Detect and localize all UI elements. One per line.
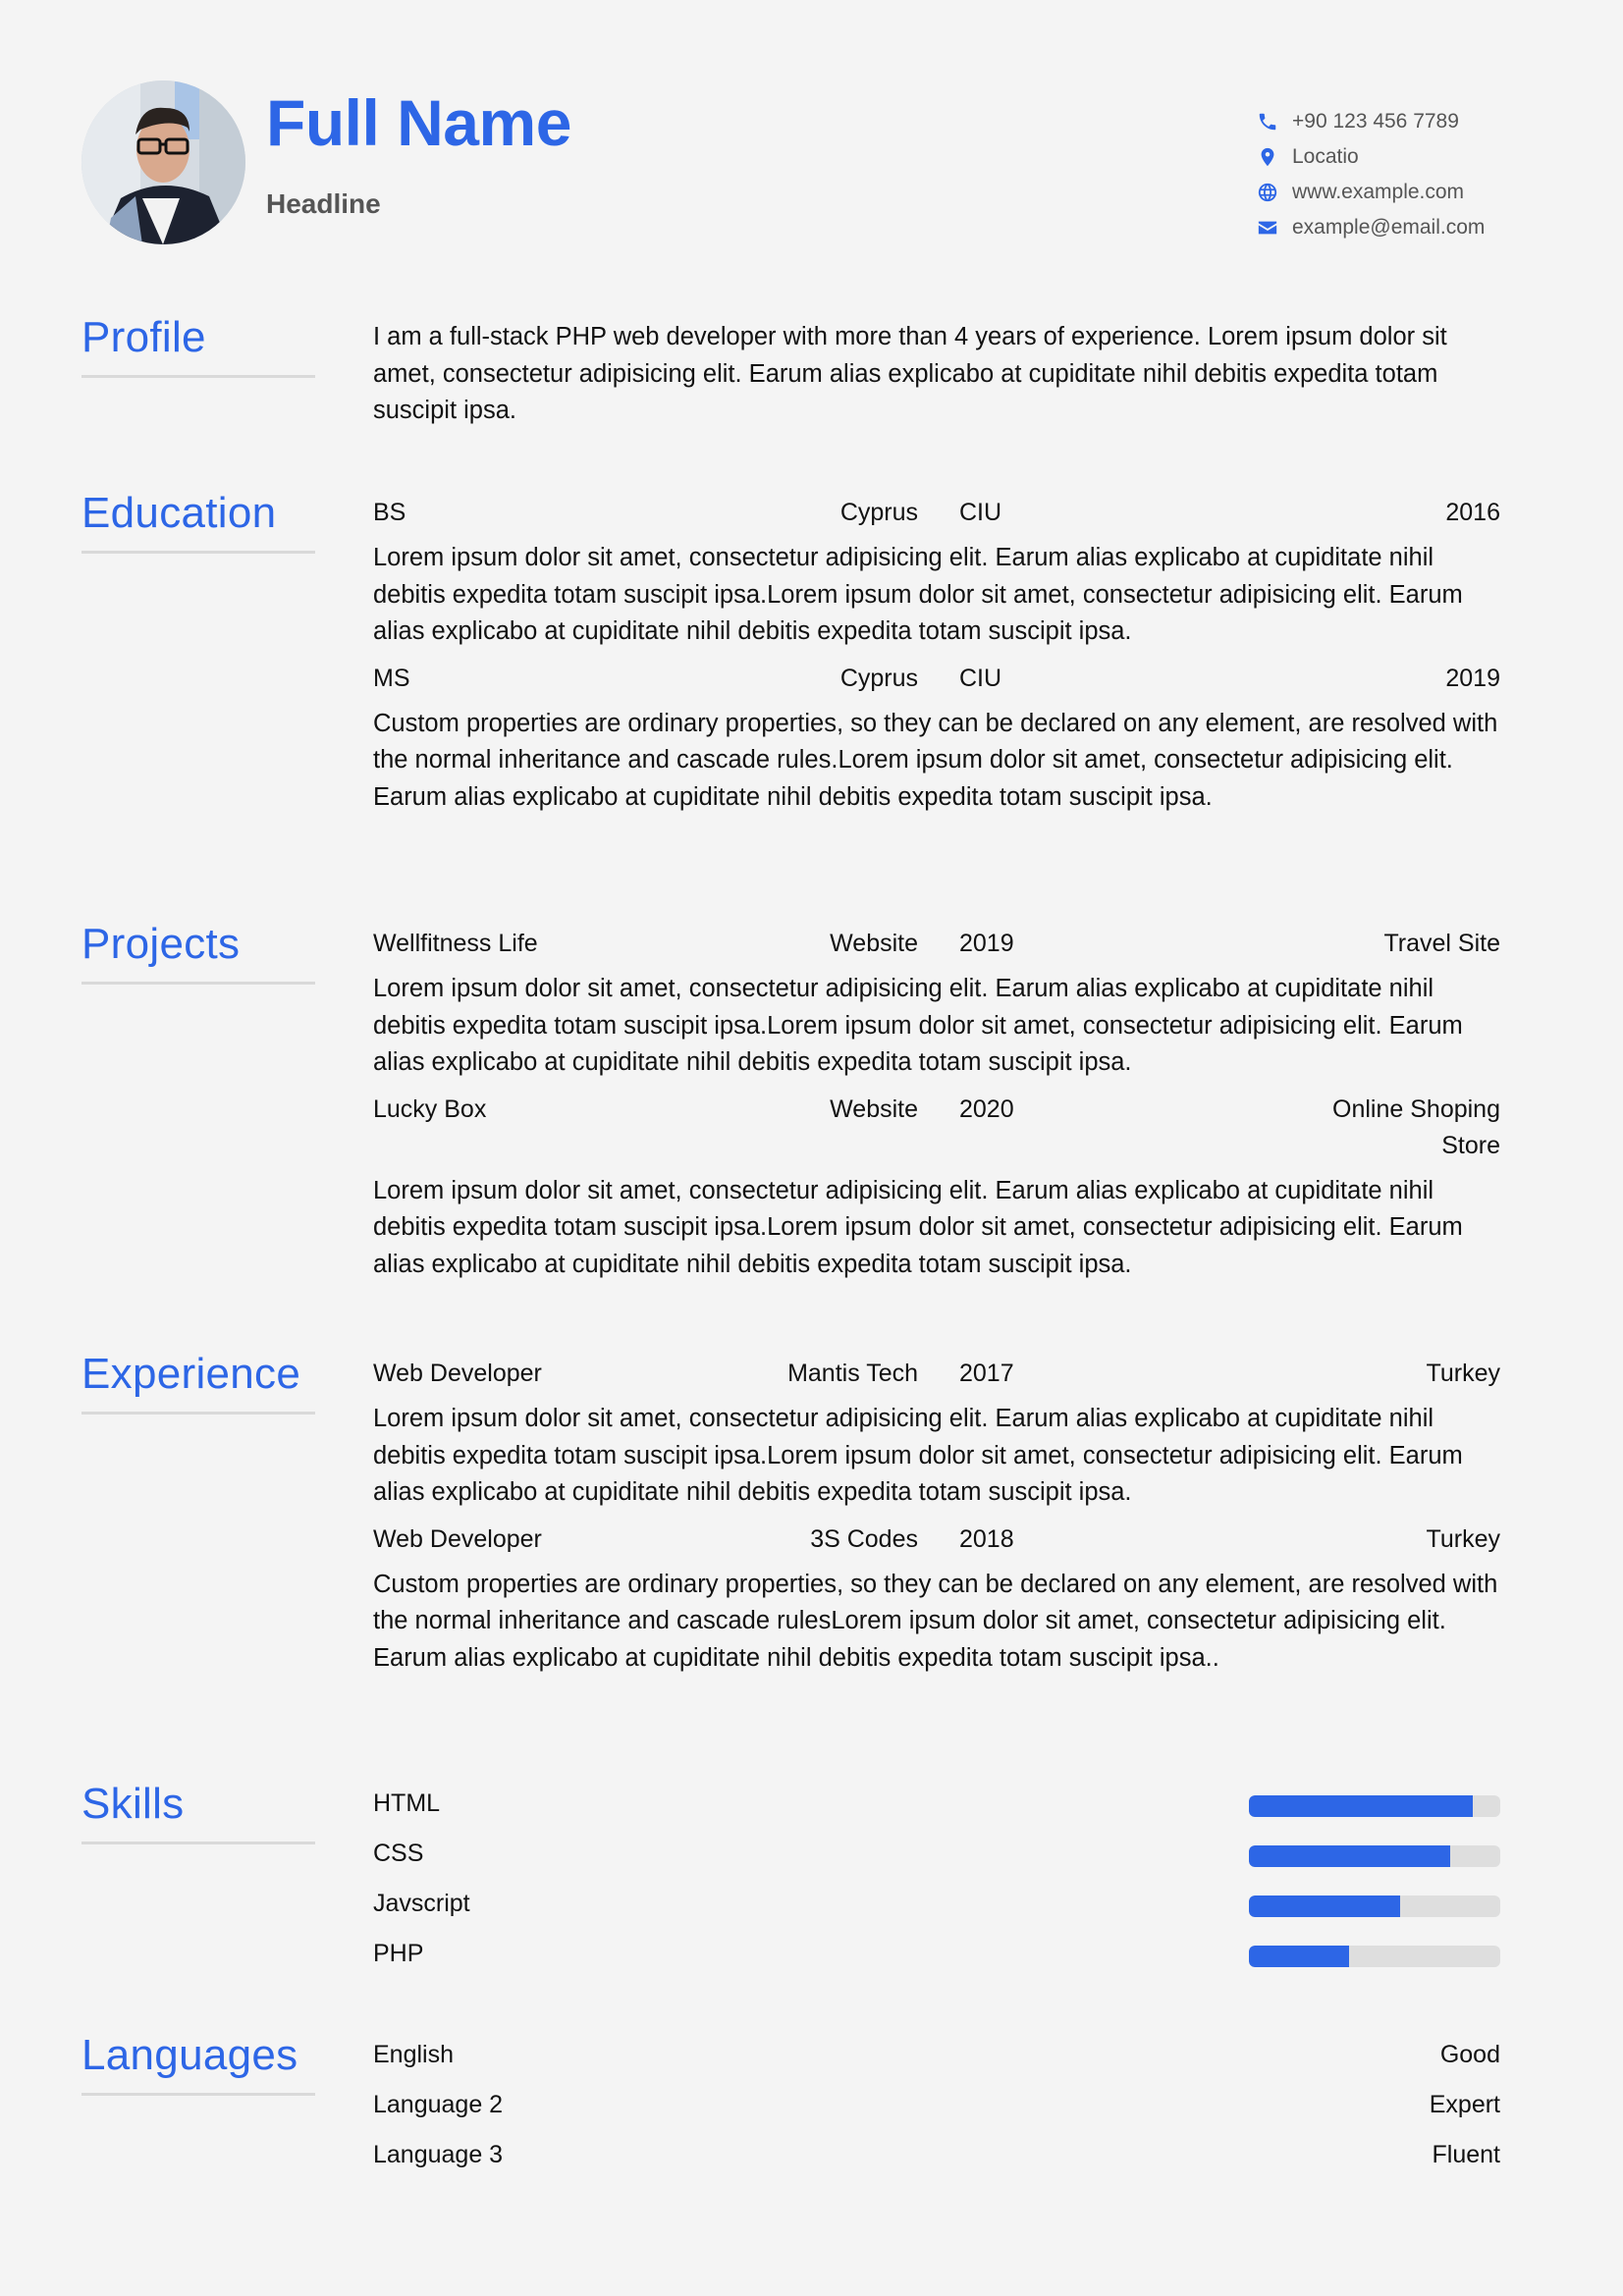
skill-item [373,1779,1500,1829]
experience-company: Mantis Tech [787,1360,918,1387]
education-entry [373,661,1500,817]
full-name: Full Name [266,86,571,159]
project-year: 2019 [959,930,1014,957]
skill-name: PHP [373,1940,424,1967]
entry-meta-right [959,1522,1500,1558]
entry-meta-right [959,1092,1500,1164]
entry-meta [373,1092,1500,1164]
language-item [373,2130,1500,2180]
skill-name: HTML [373,1789,441,1817]
contact-website[interactable] [1257,175,1542,210]
experience-description: Lorem ipsum dolor sit amet, consectetur adipisicing elit. Earum alias explicabo at cupiditate nihil debitis expedita totam suscipit ipsa.Lorem ipsum dolor sit amet, consectetur adipisicing elit. Earum alias explicabo at cupiditate nihil debitis expedita totam suscipit ipsa. [373,1405,1463,1506]
experience-entry [373,1522,1500,1678]
education-country: Cyprus [839,499,918,526]
language-item [373,2030,1500,2080]
skill-fill [1249,1896,1400,1917]
skill-fill [1249,1795,1473,1817]
language-level: Expert [1429,2091,1500,2118]
project-year: 2020 [959,1095,1014,1123]
entry-meta-right [959,1356,1500,1392]
resume-header [81,80,1542,247]
skill-bar [1249,1795,1500,1817]
skill-item [373,1829,1500,1879]
entry-meta-right [959,926,1500,962]
entry-meta [373,926,1500,962]
experience-year: 2018 [959,1524,1014,1553]
entry-meta [373,1356,1500,1392]
education-year: 2016 [1445,499,1500,526]
location-pin-icon [1257,146,1292,168]
skill-fill [1249,1946,1349,1967]
education-degree: BS [373,499,406,526]
experience-role: Web Developer [373,1360,542,1387]
section-body [373,1779,1500,1979]
experience-role: Web Developer [373,1524,542,1553]
section-heading [81,1777,315,1844]
section-body [373,1356,1500,1686]
language-name: English [373,2041,454,2068]
education-entry [373,495,1500,651]
project-type: Website [830,1095,918,1123]
contact-phone[interactable] [1257,104,1542,139]
contact-location [1257,139,1542,175]
section-heading [81,1347,315,1415]
education-description: Custom properties are ordinary properties, so they can be declared on any element, are resolved with the normal inheritance and cascade rules.Lorem ipsum dolor sit amet, consectetur adipisicing elit. Earum alias explicabo at cupiditate nihil debitis expedita totam suscipit ipsa. [373,709,1498,811]
entry-meta-right [959,661,1500,697]
envelope-icon [1257,217,1292,239]
skill-item [373,1879,1500,1929]
email-link[interactable]: example@email.com [1292,216,1486,239]
education-country: Cyprus [839,664,918,692]
divider [81,1842,315,1844]
phone-icon [1257,111,1292,133]
project-name: Wellfitness Life [373,930,538,957]
language-item [373,2080,1500,2130]
project-description: Lorem ipsum dolor sit amet, consectetur adipisicing elit. Earum alias explicabo at cupiditate nihil debitis expedita totam suscipit ipsa.Lorem ipsum dolor sit amet, consectetur adipisicing elit. Earum alias explicabo at cupiditate nihil debitis expedita totam suscipit ipsa. [373,975,1463,1076]
section-title: Education [81,489,277,537]
experience-description: Custom properties are ordinary properties, so they can be declared on any element, are resolved with the normal inheritance and cascade rulesLorem ipsum dolor sit amet, consectetur adipisicing elit. Earum alias explicabo at cupiditate nihil debitis expedita totam suscipit ipsa.. [373,1570,1498,1672]
entry-meta [373,1522,1500,1558]
project-category: Online Shoping Store [1332,1095,1500,1159]
section-title: Experience [81,1350,301,1398]
skill-name: CSS [373,1840,424,1867]
section-body [373,926,1500,1293]
section-heading [81,917,315,985]
project-category: Travel Site [1383,930,1500,957]
section-title: Projects [81,920,241,968]
education-school: CIU [959,664,1002,692]
section-body [373,319,1500,430]
section-body [373,495,1500,826]
divider [81,1412,315,1415]
education-degree: MS [373,664,410,692]
location-text: Locatio [1292,145,1359,168]
entry-meta [373,495,1500,531]
divider [81,982,315,985]
experience-company: 3S Codes [810,1524,918,1553]
profile-text: I am a full-stack PHP web developer with more than 4 years of experience. Lorem ipsum dolor sit amet, consectetur adipisicing elit. Earum alias explicabo at cupiditate nihil debitis expedita totam suscipit ipsa. [373,323,1447,424]
avatar [81,80,245,244]
experience-year: 2017 [959,1360,1014,1387]
education-description: Lorem ipsum dolor sit amet, consectetur adipisicing elit. Earum alias explicabo at cupiditate nihil debitis expedita totam suscipit ipsa.Lorem ipsum dolor sit amet, consectetur adipisicing elit. Earum alias explicabo at cupiditate nihil debitis expedita totam suscipit ipsa. [373,544,1463,645]
section-heading [81,486,315,554]
section-body [373,2030,1500,2180]
project-entry [373,1092,1500,1284]
section-title: Languages [81,2031,298,2079]
skill-bar [1249,1896,1500,1917]
contact-list [1257,104,1542,245]
website-link[interactable]: www.example.com [1292,181,1465,203]
headline: Headline [266,188,381,219]
skill-name: Javscript [373,1890,470,1917]
language-name: Language 3 [373,2141,504,2168]
language-level: Fluent [1432,2141,1500,2168]
entry-meta-right [959,495,1500,531]
skill-item [373,1929,1500,1979]
section-heading [81,310,315,378]
profile-photo [81,80,245,244]
contact-email[interactable] [1257,210,1542,245]
project-name: Lucky Box [373,1095,487,1123]
project-description: Lorem ipsum dolor sit amet, consectetur adipisicing elit. Earum alias explicabo at cupiditate nihil debitis expedita totam suscipit ipsa.Lorem ipsum dolor sit amet, consectetur adipisicing elit. Earum alias explicabo at cupiditate nihil debitis expedita totam suscipit ipsa. [373,1176,1463,1278]
language-level: Good [1439,2041,1500,2068]
experience-country: Turkey [1426,1524,1500,1553]
skill-fill [1249,1845,1450,1867]
project-type: Website [830,930,918,957]
education-school: CIU [959,499,1002,526]
skill-bar [1249,1845,1500,1867]
education-year: 2019 [1445,664,1500,692]
skill-bar [1249,1946,1500,1967]
divider [81,2093,315,2096]
section-title: Skills [81,1780,185,1828]
section-title: Profile [81,313,206,361]
language-name: Language 2 [373,2091,504,2118]
experience-country: Turkey [1426,1360,1500,1387]
experience-entry [373,1356,1500,1512]
divider [81,551,315,554]
project-entry [373,926,1500,1082]
phone-text: +90 123 456 7789 [1292,110,1459,133]
entry-meta [373,661,1500,697]
divider [81,375,315,378]
section-heading [81,2028,315,2096]
globe-icon [1257,182,1292,203]
